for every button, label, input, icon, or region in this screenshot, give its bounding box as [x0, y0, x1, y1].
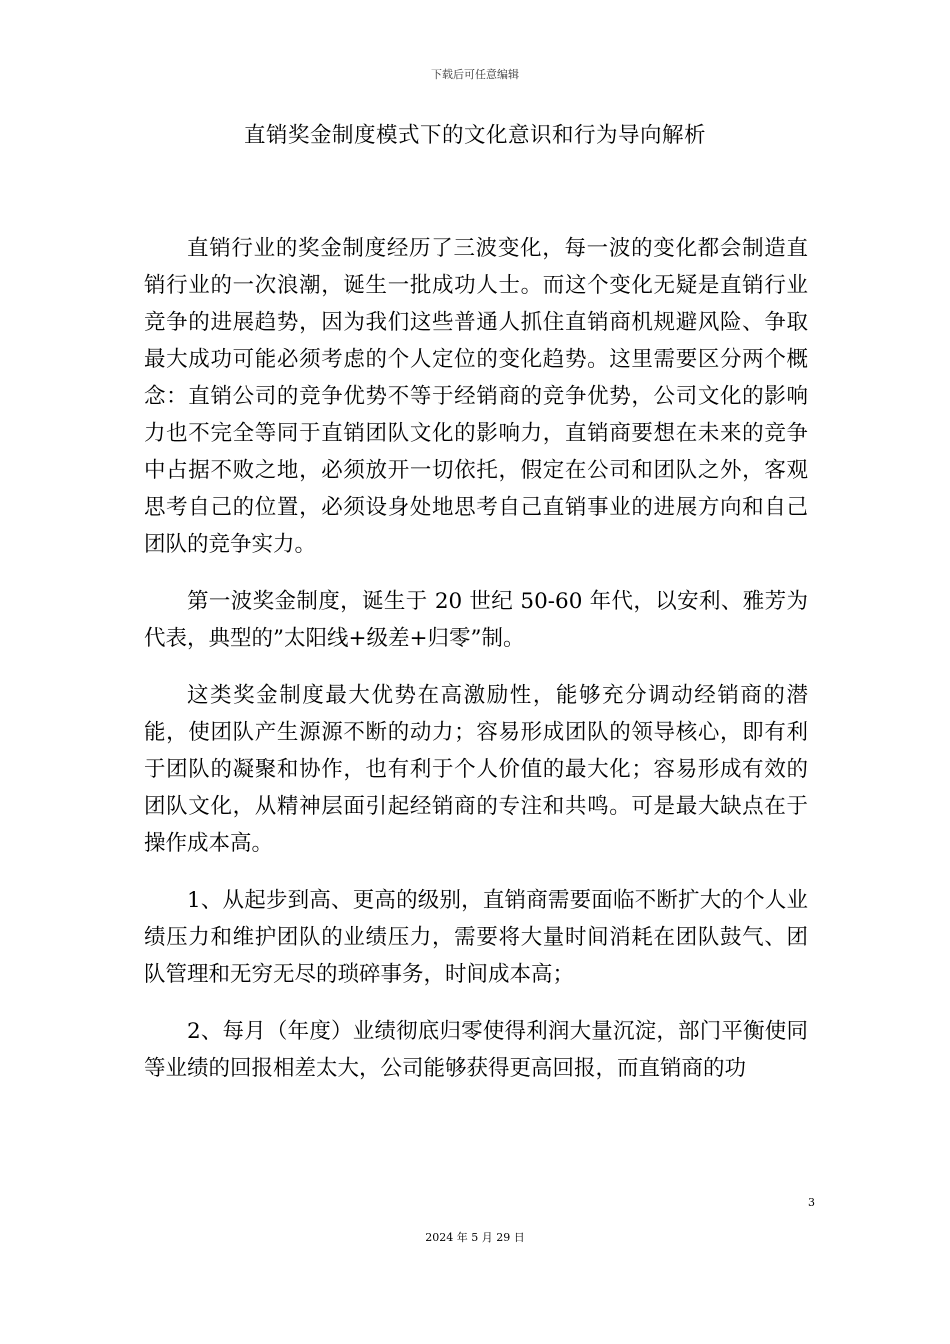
paragraph-first-wave: 第一波奖金制度，诞生于 20 世纪 50-60 年代，以安利、雅芳为代表，典型的”太阳线+级差+归零”制。: [144, 589, 808, 651]
page-number: 3: [808, 1196, 815, 1209]
paragraph-point-2: 2、每月（年度）业绩彻底归零使得利润大量沉淀，部门平衡使同等业绩的回报相差太大，公司能够获得更高回报，而直销商的功: [144, 1019, 808, 1081]
footer-date: 2024 年 5 月 29 日: [425, 1231, 525, 1244]
document-title: 直销奖金制度模式下的文化意识和行为导向解析: [243, 123, 706, 148]
document-body: [144, 230, 808, 1107]
page-header-note: 下载后可任意编辑: [431, 68, 519, 81]
paragraph-intro: 直销行业的奖金制度经历了三波变化，每一波的变化都会制造直销行业的一次浪潮，诞生一批成功人士。而这个变化无疑是直销行业竞争的进展趋势，因为我们这些普通人抓住直销商机规避风险、争取最大成功可能必须考虑的个人定位的变化趋势。这里需要区分两个概念：直销公司的竞争优势不等于经销商的竞争优势，公司文化的影响力也不完全等同于直销团队文化的影响力，直销商要想在未来的竞争中占据不败之地，必须放开一切依托，假定在公司和团队之外，客观思考自己的位置，必须设身处地思考自己直销事业的进展方向和自己团队的竞争实力。: [144, 236, 808, 557]
paragraph-advantages: 这类奖金制度最大优势在高激励性，能够充分调动经销商的潜能，使团队产生源源不断的动力；容易形成团队的领导核心，即有利于团队的凝聚和协作，也有利于个人价值的最大化；容易形成有效的团队文化，从精神层面引起经销商的专注和共鸣。可是最大缺点在于操作成本高。: [144, 683, 808, 856]
paragraph-point-1: 1、从起步到高、更高的级别，直销商需要面临不断扩大的个人业绩压力和维护团队的业绩压力，需要将大量时间消耗在团队鼓气、团队管理和无穷无尽的琐碎事务，时间成本高；: [144, 888, 808, 987]
